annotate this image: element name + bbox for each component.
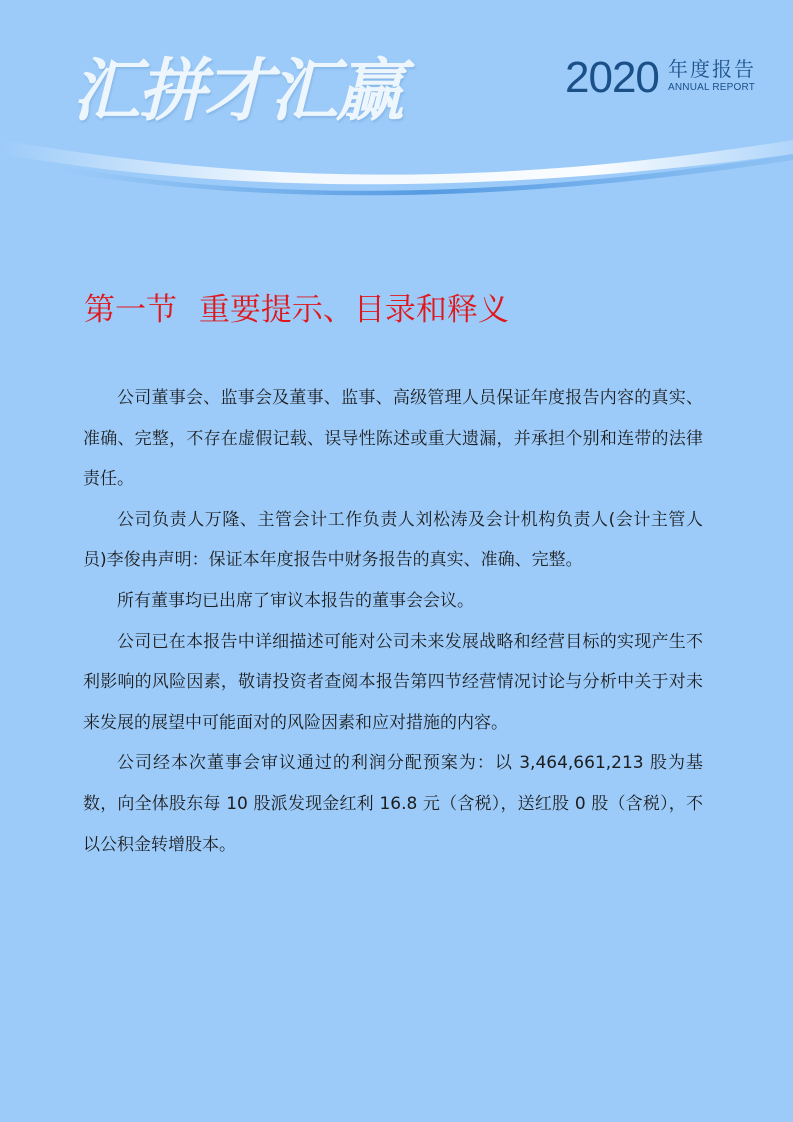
paragraph-responsible-persons: 公司负责人万隆、主管会计工作负责人刘松涛及会计机构负责人(会计主管人员)李俊冉声明：保证本年度报告中财务报告的真实、准确、完整。	[83, 509, 703, 571]
paragraph-risk-factors: 公司已在本报告中详细描述可能对公司未来发展战略和经营目标的实现产生不利影响的风险因素，敬请投资者查阅本报告第四节经营情况讨论与分析中关于对未来发展的展望中可能面对的风险因素和应对措施的内容。	[83, 631, 703, 733]
report-title-cn: 年度报告	[668, 57, 756, 81]
wave-decoration	[0, 120, 793, 210]
section-body	[83, 378, 703, 865]
slogan: 汇拼才汇赢	[72, 52, 403, 131]
report-title-en: ANNUAL REPORT	[668, 82, 756, 93]
paragraph-profit-distribution: 公司经本次董事会审议通过的利润分配预案为：以 3,464,661,213 股为基数，向全体股东每 10 股派发现金红利 16.8 元（含税），送红股 0 股（含税），不以公积金转增股本。	[83, 753, 703, 855]
paragraph-directors-attendance: 所有董事均已出席了审议本报告的董事会会议。	[117, 590, 474, 611]
section-heading: 第一节 重要提示、目录和释义	[84, 292, 509, 328]
report-year: 2020	[565, 53, 659, 102]
paragraph-board-guarantee: 公司董事会、监事会及董事、监事、高级管理人员保证年度报告内容的真实、准确、完整，不存在虚假记载、误导性陈述或重大遗漏，并承担个别和连带的法律责任。	[83, 388, 703, 490]
